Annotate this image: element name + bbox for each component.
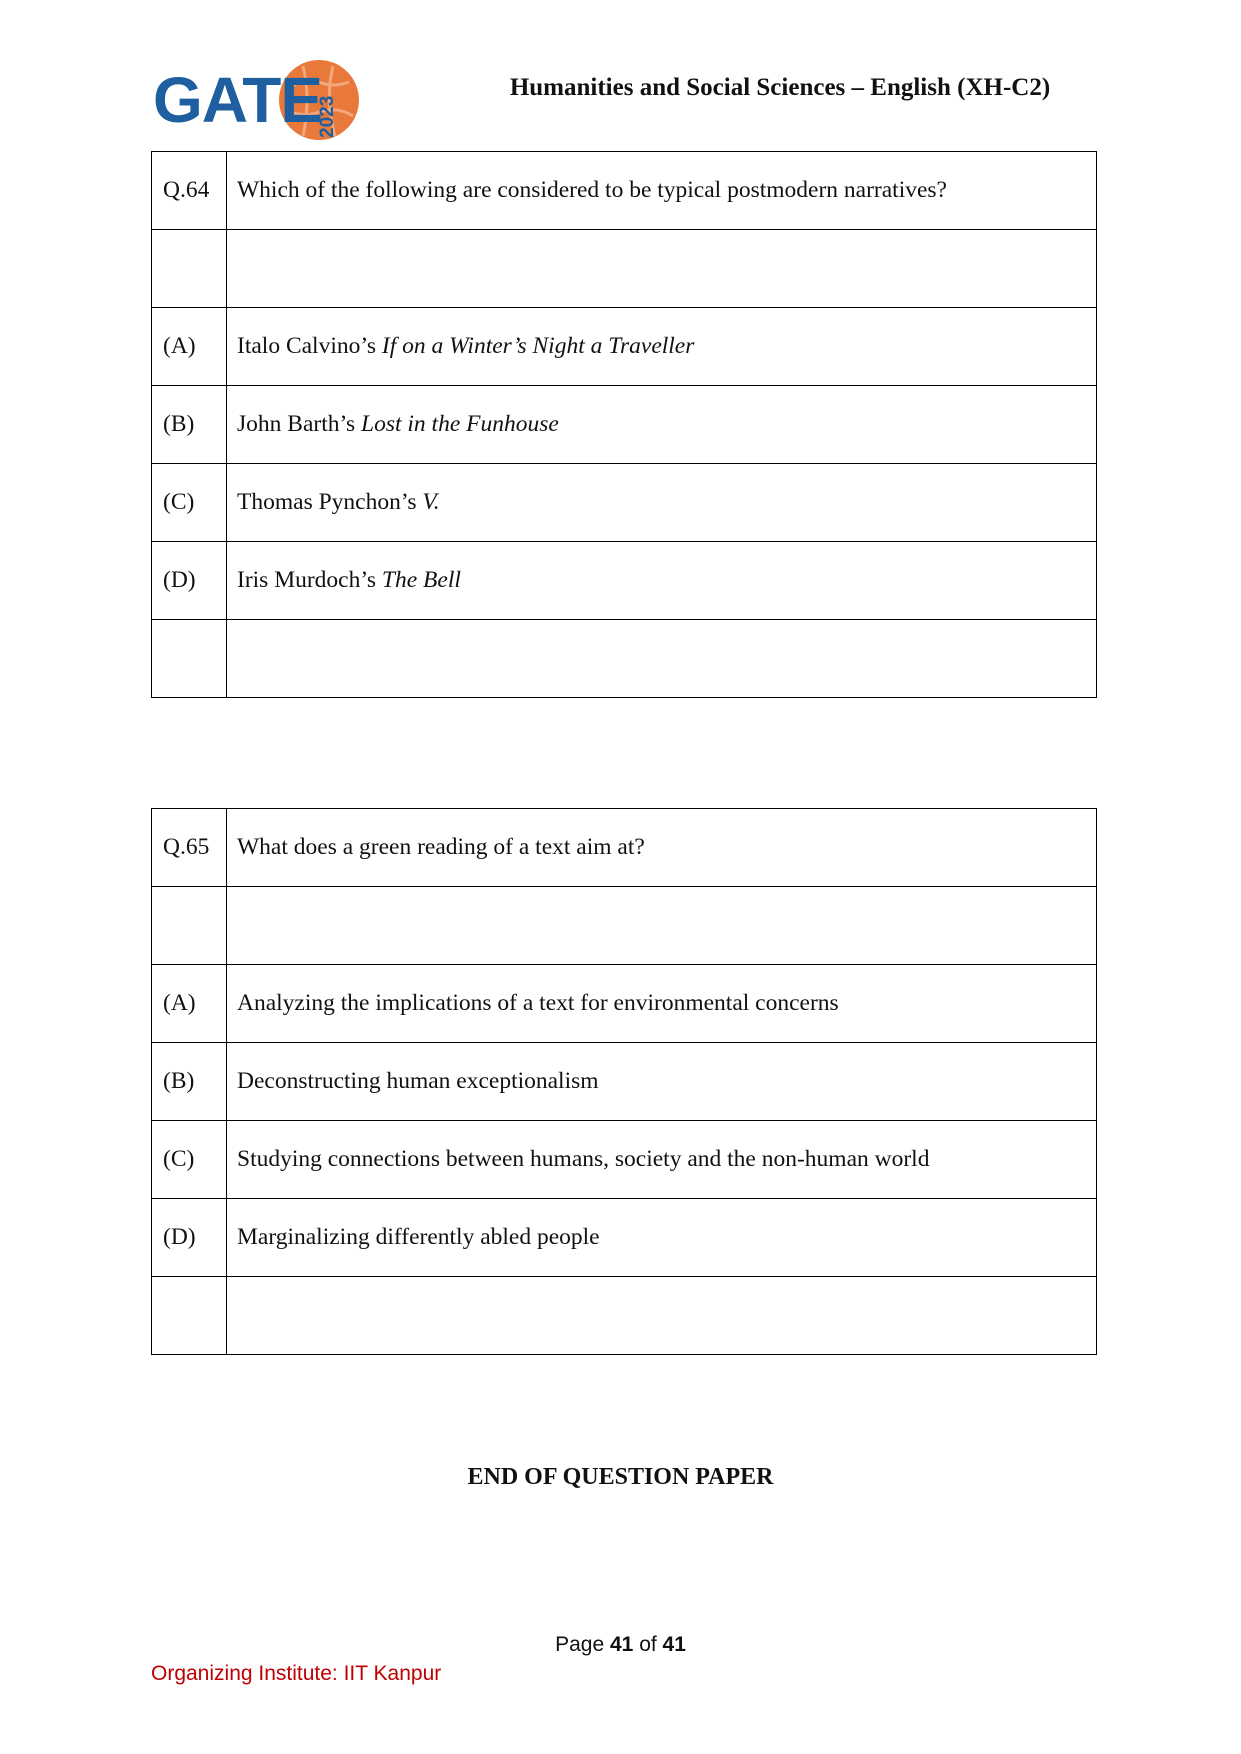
option-row-b bbox=[152, 1043, 1097, 1121]
option-text: Iris Murdoch’s The Bell bbox=[227, 542, 1097, 620]
option-text: Studying connections between humans, society and the non-human world bbox=[227, 1121, 1097, 1199]
option-row-a bbox=[152, 308, 1097, 386]
option-text: Deconstructing human exceptionalism bbox=[227, 1043, 1097, 1121]
option-text: Italo Calvino’s If on a Winter’s Night a Traveller bbox=[227, 308, 1097, 386]
blank-row bbox=[152, 230, 1097, 308]
option-row-d bbox=[152, 1199, 1097, 1277]
question-65-table bbox=[151, 808, 1097, 1355]
option-row-a bbox=[152, 965, 1097, 1043]
option-row-c bbox=[152, 1121, 1097, 1199]
option-label: (D) bbox=[152, 542, 227, 620]
gate-2023-logo bbox=[153, 58, 363, 142]
option-label: (D) bbox=[152, 1199, 227, 1277]
option-text: Marginalizing differently abled people bbox=[227, 1199, 1097, 1277]
organizing-institute: Organizing Institute: IIT Kanpur bbox=[151, 1662, 442, 1685]
paper-title: Humanities and Social Sciences – English (XH-C2) bbox=[509, 74, 1051, 101]
question-number: Q.64 bbox=[152, 152, 227, 230]
option-label: (B) bbox=[152, 386, 227, 464]
question-row bbox=[152, 809, 1097, 887]
option-label: (C) bbox=[152, 1121, 227, 1199]
question-text: What does a green reading of a text aim at? bbox=[227, 809, 1097, 887]
option-row-c bbox=[152, 464, 1097, 542]
question-number: Q.65 bbox=[152, 809, 227, 887]
logo-year: 2023 bbox=[317, 95, 338, 138]
option-label: (C) bbox=[152, 464, 227, 542]
option-label: (B) bbox=[152, 1043, 227, 1121]
blank-row bbox=[152, 1277, 1097, 1355]
page-number: Page 41 of 41 bbox=[555, 1633, 686, 1656]
end-of-paper: END OF QUESTION PAPER bbox=[467, 1464, 774, 1490]
option-label: (A) bbox=[152, 965, 227, 1043]
option-text: Analyzing the implications of a text for environmental concerns bbox=[227, 965, 1097, 1043]
option-row-d bbox=[152, 542, 1097, 620]
blank-row bbox=[152, 887, 1097, 965]
question-row bbox=[152, 152, 1097, 230]
question-64-table bbox=[151, 151, 1097, 698]
option-label: (A) bbox=[152, 308, 227, 386]
option-text: John Barth’s Lost in the Funhouse bbox=[227, 386, 1097, 464]
blank-row bbox=[152, 620, 1097, 698]
option-text: Thomas Pynchon’s V. bbox=[227, 464, 1097, 542]
logo-text: GATE bbox=[153, 64, 323, 136]
question-text: Which of the following are considered to be typical postmodern narratives? bbox=[227, 152, 1097, 230]
option-row-b bbox=[152, 386, 1097, 464]
